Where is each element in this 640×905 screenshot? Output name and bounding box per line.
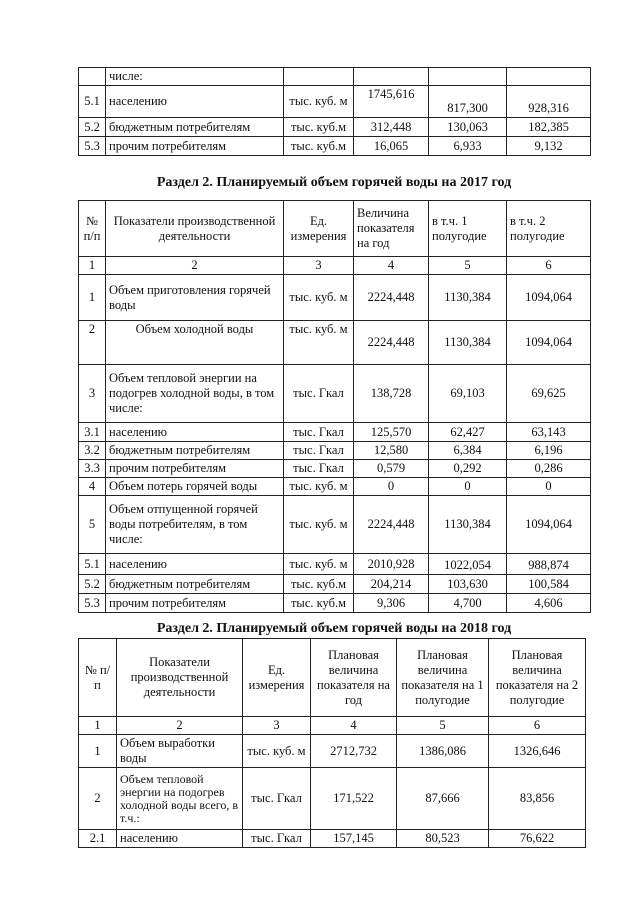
row-number: 2 (79, 768, 117, 830)
row-value-year: 16,065 (354, 137, 429, 156)
table-row (79, 460, 591, 478)
row-number: 1 (79, 735, 117, 768)
row-value-h1: 80,523 (397, 830, 489, 848)
table-row (79, 321, 591, 365)
row-value-year: 204,214 (354, 575, 429, 594)
row-indicator: населению (117, 830, 243, 848)
colnum: 4 (354, 257, 429, 275)
row-indicator: Объем отпущенной горячей воды потребителям, в том числе: (106, 496, 284, 554)
row-indicator: прочим потребителям (106, 460, 284, 478)
row-value-h1: 1130,384 (429, 496, 507, 554)
table-header-row (79, 201, 591, 257)
row-value-year: 171,522 (311, 768, 397, 830)
table-row (79, 594, 591, 613)
row-number: 3.1 (79, 423, 106, 442)
row-unit: тыс. куб. м (284, 275, 354, 321)
column-number-row (79, 257, 591, 275)
row-value-h1: 0 (429, 478, 507, 496)
row-value-year: 0,579 (354, 460, 429, 478)
row-value-year: 2224,448 (354, 321, 429, 365)
row-value-year: 0 (354, 478, 429, 496)
colnum: 1 (79, 717, 117, 735)
header-unit: Ед. измерения (243, 639, 311, 717)
row-unit: тыс. куб. м (284, 478, 354, 496)
section-title-2017: Раздел 2. Планируемый объем горячей воды на 2017 год (156, 175, 512, 190)
table-row (79, 137, 591, 156)
row-indicator: Объем потерь горячей воды (106, 478, 284, 496)
row-value-year: 12,580 (354, 442, 429, 460)
row-unit: тыс. куб. м (284, 86, 354, 118)
row-value-h2: 6,196 (507, 442, 591, 460)
row-number: 5 (79, 496, 106, 554)
row-indicator: Объем тепловой энергии на подогрев холодной воды всего, в т.ч.: (117, 768, 243, 830)
row-value-year: 9,306 (354, 594, 429, 613)
table-row (79, 554, 591, 575)
table-row (79, 423, 591, 442)
row-unit: тыс. Гкал (243, 830, 311, 848)
row-unit: тыс. куб. м (284, 321, 354, 365)
row-value-year: 2010,928 (354, 554, 429, 575)
row-unit: тыс. Гкал (284, 423, 354, 442)
row-indicator: прочим потребителям (106, 137, 284, 156)
row-number: 3 (79, 365, 106, 423)
row-value-year: 2224,448 (354, 496, 429, 554)
header-unit: Ед. измерения (284, 201, 354, 257)
row-value-h2: 76,622 (489, 830, 586, 848)
colnum: 3 (284, 257, 354, 275)
row-number (79, 68, 106, 86)
row-value-h1: 62,427 (429, 423, 507, 442)
row-number: 2 (79, 321, 106, 365)
row-unit: тыс. Гкал (243, 768, 311, 830)
row-number: 5.1 (79, 86, 106, 118)
row-unit: тыс. куб.м (284, 137, 354, 156)
row-value-h2: 83,856 (489, 768, 586, 830)
row-unit (284, 68, 354, 86)
row-indicator: бюджетным потребителям (106, 442, 284, 460)
table-row (79, 86, 591, 118)
row-unit: тыс. куб.м (284, 575, 354, 594)
row-value-h1 (429, 68, 507, 86)
row-value-year: 138,728 (354, 365, 429, 423)
row-value-h2: 100,584 (507, 575, 591, 594)
colnum: 5 (397, 717, 489, 735)
row-indicator: Объем холодной воды (106, 321, 284, 365)
table-row (79, 442, 591, 460)
header-value-h2: Плановая величина показателя на 2 полугодие (489, 639, 586, 717)
row-unit: тыс. куб. м (243, 735, 311, 768)
row-unit: тыс. Гкал (284, 460, 354, 478)
row-indicator: населению (106, 86, 284, 118)
table-row (79, 735, 586, 768)
table-2018 (78, 638, 586, 848)
row-value-h1: 4,700 (429, 594, 507, 613)
row-value-h2: 1326,646 (489, 735, 586, 768)
row-indicator: бюджетным потребителям (106, 118, 284, 137)
row-number: 3.2 (79, 442, 106, 460)
table-row (79, 365, 591, 423)
row-value-h2: 988,874 (507, 554, 591, 575)
row-value-h2: 69,625 (507, 365, 591, 423)
section-title-2018: Раздел 2. Планируемый объем горячей воды на 2018 год (156, 621, 512, 636)
row-indicator: населению (106, 554, 284, 575)
row-value-h1: 130,063 (429, 118, 507, 137)
row-number: 2.1 (79, 830, 117, 848)
row-unit: тыс. Гкал (284, 365, 354, 423)
continuation-table (78, 67, 591, 156)
row-number: 4 (79, 478, 106, 496)
row-value-h2 (507, 68, 591, 86)
row-unit: тыс. куб.м (284, 594, 354, 613)
row-indicator: Объем тепловой энергии на подогрев холодной воды, в том числе: (106, 365, 284, 423)
row-value-year: 2224,448 (354, 275, 429, 321)
table-header-row (79, 639, 586, 717)
row-indicator: Объем приготовления горячей воды (106, 275, 284, 321)
table-row (79, 275, 591, 321)
table-row (79, 575, 591, 594)
colnum: 6 (489, 717, 586, 735)
header-value-h2: в т.ч. 2 полугодие (507, 201, 591, 257)
row-indicator: населению (106, 423, 284, 442)
row-indicator: числе: (106, 68, 284, 86)
row-value-h2: 928,316 (507, 86, 591, 118)
table-row (79, 478, 591, 496)
row-value-h2: 1094,064 (507, 321, 591, 365)
row-value-h1: 1130,384 (429, 321, 507, 365)
row-value-h1: 103,630 (429, 575, 507, 594)
row-value-year: 1745,616 (354, 86, 429, 118)
header-num: № п/п (79, 639, 117, 717)
row-indicator: Объем выработки воды (117, 735, 243, 768)
row-number: 1 (79, 275, 106, 321)
row-indicator: бюджетным потребителям (106, 575, 284, 594)
table-row (79, 496, 591, 554)
row-unit: тыс. куб.м (284, 118, 354, 137)
row-value-h1: 69,103 (429, 365, 507, 423)
row-number: 5.3 (79, 594, 106, 613)
row-number: 5.1 (79, 554, 106, 575)
row-value-h1: 817,300 (429, 86, 507, 118)
row-value-h1: 1386,086 (397, 735, 489, 768)
colnum: 5 (429, 257, 507, 275)
row-unit: тыс. куб. м (284, 496, 354, 554)
table-row (79, 768, 586, 830)
colnum: 3 (243, 717, 311, 735)
row-value-h2: 4,606 (507, 594, 591, 613)
row-indicator: прочим потребителям (106, 594, 284, 613)
row-unit: тыс. куб. м (284, 554, 354, 575)
table-row (79, 830, 586, 848)
table-row (79, 118, 591, 137)
row-number: 5.2 (79, 118, 106, 137)
header-value-h1: в т.ч. 1 полугодие (429, 201, 507, 257)
row-value-h2: 63,143 (507, 423, 591, 442)
colnum: 4 (311, 717, 397, 735)
row-value-year (354, 68, 429, 86)
header-value-h1: Плановая величина показателя на 1 полугодие (397, 639, 489, 717)
header-num: № п/п (79, 201, 106, 257)
table-row (79, 68, 591, 86)
colnum: 6 (507, 257, 591, 275)
row-value-h2: 9,132 (507, 137, 591, 156)
colnum: 1 (79, 257, 106, 275)
row-value-year: 157,145 (311, 830, 397, 848)
row-number: 3.3 (79, 460, 106, 478)
row-value-h1: 1130,384 (429, 275, 507, 321)
row-value-h1: 6,933 (429, 137, 507, 156)
header-value-year: Плановая величина показателя на год (311, 639, 397, 717)
header-value-year: Величина показателя на год (354, 201, 429, 257)
column-number-row (79, 717, 586, 735)
colnum: 2 (117, 717, 243, 735)
colnum: 2 (106, 257, 284, 275)
row-value-h2: 1094,064 (507, 496, 591, 554)
row-value-year: 125,570 (354, 423, 429, 442)
row-value-h1: 1022,054 (429, 554, 507, 575)
header-indicator: Показатели производственной деятельности (117, 639, 243, 717)
row-value-year: 2712,732 (311, 735, 397, 768)
row-number: 5.2 (79, 575, 106, 594)
row-unit: тыс. Гкал (284, 442, 354, 460)
row-value-h2: 0 (507, 478, 591, 496)
row-value-h2: 1094,064 (507, 275, 591, 321)
table-2017 (78, 200, 591, 613)
row-value-h1: 0,292 (429, 460, 507, 478)
row-number: 5.3 (79, 137, 106, 156)
row-value-h2: 182,385 (507, 118, 591, 137)
row-value-h2: 0,286 (507, 460, 591, 478)
header-indicator: Показатели производственной деятельности (106, 201, 284, 257)
row-value-h1: 6,384 (429, 442, 507, 460)
row-value-year: 312,448 (354, 118, 429, 137)
row-value-h1: 87,666 (397, 768, 489, 830)
